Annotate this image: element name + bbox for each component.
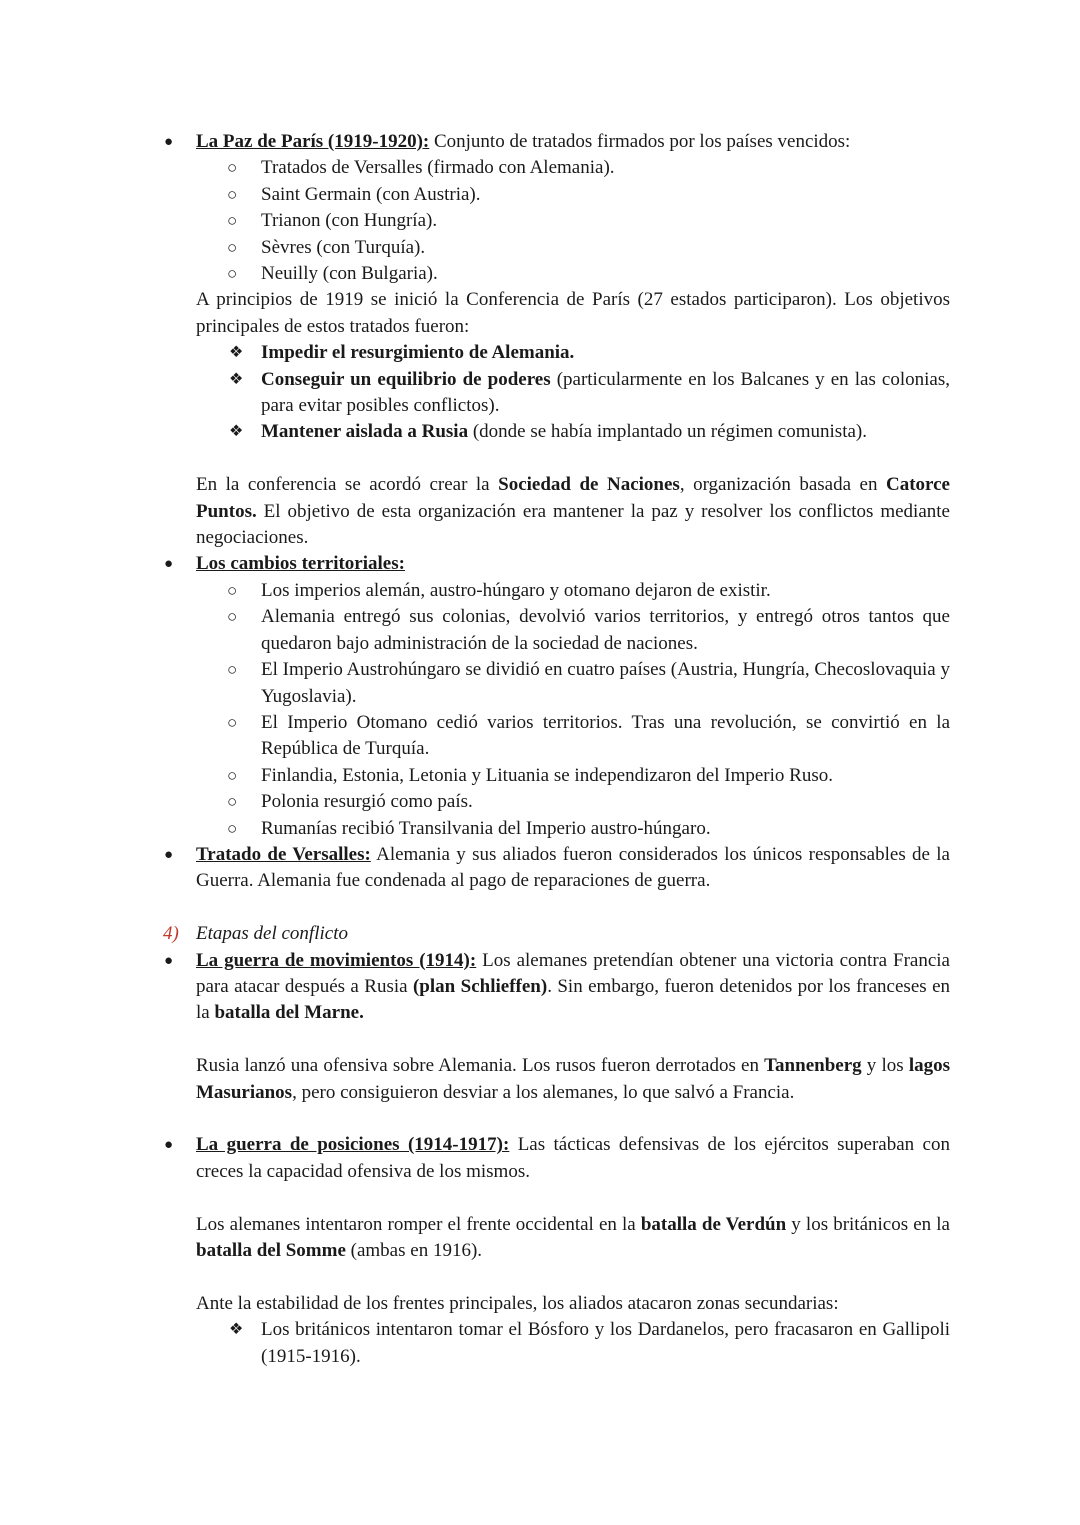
list-item: ○ Los imperios alemán, austro-húngaro y otomano dejaron de existir. [160, 578, 950, 604]
list-item: ○ Saint Germain (con Austria). [160, 182, 950, 208]
bullet-dot-icon: ● [164, 556, 174, 573]
bullet-dot-icon: ● [164, 846, 174, 863]
bullet-cambios-territoriales [160, 551, 950, 577]
circle-bullet-icon: ○ [227, 765, 238, 785]
circle-bullet-icon: ○ [227, 264, 238, 284]
objective-item: ❖ Conseguir un equilibrio de poderes (particularmente en los Balcanes y en las colonias, para evitar posibles conflictos). [229, 368, 950, 417]
list-item: ○ Alemania entregó sus colonias, devolvió varios territorios, y entregó otros tantos que quedaron bajo administración de la sociedad de naciones. [227, 606, 950, 654]
bullet-dot-icon: ● [164, 952, 174, 969]
sociedad-naciones-paragraph: En la conferencia se acordó crear la Sociedad de Naciones, organización basada en Catorce Puntos. El objetivo de esta organización era mantener la paz y resolver los conflictos mediante negociaciones. [196, 474, 950, 549]
circle-bullet-icon: ○ [227, 792, 238, 812]
circle-bullet-icon: ○ [227, 237, 238, 257]
list-item: ○ El Imperio Otomano cedió varios territorios. Tras una revolución, se convirtió en la República de Turquía. [227, 711, 950, 760]
circle-bullet-icon: ○ [227, 607, 238, 627]
bullet-paz-paris [160, 129, 950, 155]
list-item: ○ Rumanías recibió Transilvania del Imperio austro-húngaro. [160, 816, 950, 842]
list-item: ○ Polonia resurgió como país. [160, 789, 950, 815]
list-item: ○ Tratados de Versalles (firmado con Alemania). [160, 155, 950, 181]
section-number: 4) [163, 923, 179, 945]
document-content [160, 129, 950, 1370]
versalles-title: Tratado de Versalles: [196, 843, 371, 865]
cambios-title: Los cambios territoriales: [196, 553, 405, 575]
list-item: ○ Neuilly (con Bulgaria). [160, 261, 950, 287]
movimientos-title: La guerra de movimientos (1914): [196, 949, 477, 971]
conferencia-paragraph: A principios de 1919 se inició la Conferencia de París (27 estados participaron). Los objetivos principales de estos tratados fueron: [196, 289, 950, 337]
diamond-bullet-icon: ❖ [229, 344, 244, 362]
frentes-secundarios-paragraph: Ante la estabilidad de los frentes principales, los aliados atacaron zonas secundarias: [196, 1292, 839, 1314]
circle-bullet-icon: ○ [227, 158, 238, 178]
circle-bullet-icon: ○ [227, 184, 238, 204]
circle-bullet-icon: ○ [227, 818, 238, 838]
circle-bullet-icon: ○ [227, 580, 238, 600]
circle-bullet-icon: ○ [227, 660, 238, 680]
posiciones-title: La guerra de posiciones (1914-1917): [196, 1134, 510, 1156]
diamond-bullet-icon: ❖ [229, 1321, 244, 1339]
circle-bullet-icon: ○ [227, 712, 238, 732]
list-item: ○ El Imperio Austrohúngaro se dividió en cuatro países (Austria, Hungría, Checoslovaquia y Yugoslavia). [227, 659, 950, 707]
section-heading [160, 921, 950, 947]
diamond-bullet-icon: ❖ [229, 423, 244, 441]
circle-bullet-icon: ○ [227, 211, 238, 231]
list-item: ○ Finlandia, Estonia, Letonia y Lituania se independizaron del Imperio Ruso. [160, 763, 950, 789]
paz-intro: Conjunto de tratados firmados por los países vencidos: [433, 131, 851, 152]
bullet-dot-icon: ● [164, 134, 174, 150]
bullet-guerra-posiciones: ● La guerra de posiciones (1914-1917): Las tácticas defensivas de los ejércitos superaban con creces la capacidad ofensiva de los mismos. [164, 1134, 950, 1182]
list-item: ○ Sèvres (con Turquía). [160, 235, 950, 261]
bullet-tratado-versalles [160, 842, 950, 895]
paz-title: La Paz de París (1919-1920): [196, 131, 430, 152]
diamond-bullet-icon: ❖ [229, 370, 244, 388]
bullet-guerra-movimientos: ● La guerra de movimientos (1914): Los alemanes pretendían obtener una victoria contra Francia para atacar después a Rusia (plan Schlieffen). Sin embargo, fueron detenidos por los franceses en la batalla del Marne. [164, 949, 950, 1024]
bullet-dot-icon: ● [164, 1137, 174, 1154]
list-item: ○ Trianon (con Hungría). [160, 208, 950, 234]
rusia-paragraph: Rusia lanzó una ofensiva sobre Alemania. Los rusos fueron derrotados en Tannenberg y los lagos Masurianos, pero consiguieron desviar a los alemanes, lo que salvó a Francia. [196, 1055, 950, 1103]
verdun-paragraph: Los alemanes intentaron romper el frente occidental en la batalla de Verdún y los británicos en la batalla del Somme (ambas en 1916). [196, 1213, 950, 1261]
objective-item: ❖ Mantener aislada a Rusia (donde se había implantado un régimen comunista). [160, 419, 950, 445]
section-title: Etapas del conflicto [196, 923, 348, 945]
gallipoli-item: ❖ Los británicos intentaron tomar el Bósforo y los Dardanelos, pero fracasaron en Gallipoli (1915-1916). [229, 1319, 950, 1367]
objective-item: ❖ Impedir el resurgimiento de Alemania. [160, 340, 950, 366]
versalles-text: Alemania y sus aliados fueron considerados los únicos responsables de la Guerra. Alemania fue condenada al pago de reparaciones de guerra. [196, 843, 950, 892]
